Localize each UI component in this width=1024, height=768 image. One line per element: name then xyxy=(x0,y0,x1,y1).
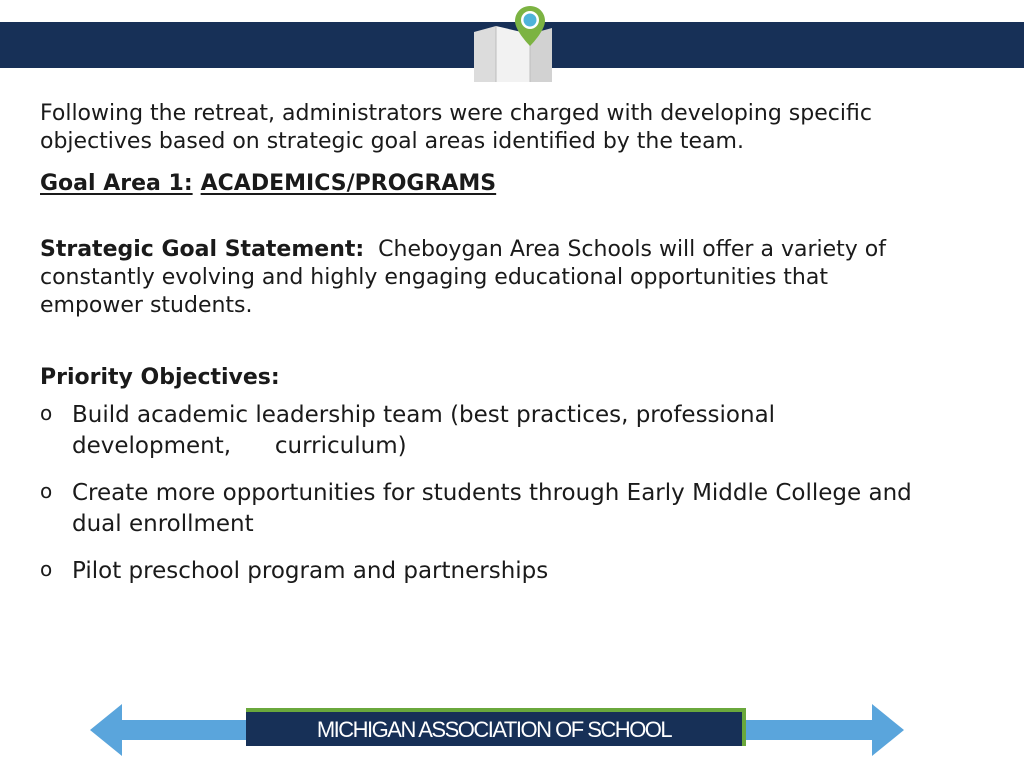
objectives-list xyxy=(40,400,971,587)
priority-objectives-heading: Priority Objectives: xyxy=(40,365,280,390)
bullet-icon: o xyxy=(40,479,53,503)
arrow-left-icon xyxy=(90,704,250,756)
slide-content xyxy=(40,100,971,603)
list-item xyxy=(40,400,920,462)
intro-text: Following the retreat, administrators were charged with developing specific objectives based on strategic goal areas identified by the team. xyxy=(40,101,872,154)
footer-banner: MICHIGAN ASSOCIATION OF SCHOOL xyxy=(246,708,746,746)
list-item xyxy=(40,556,920,587)
bullet-icon: o xyxy=(40,401,53,425)
goal-area-heading xyxy=(40,170,920,198)
arrow-right-icon xyxy=(740,704,904,756)
statement-text: Cheboygan Area Schools will offer a variety of constantly evolving and highly engaging educational opportunities that empower students. xyxy=(40,237,886,318)
bullet-icon: o xyxy=(40,557,53,581)
statement-label: Strategic Goal Statement: xyxy=(40,237,365,262)
goal-area-label: Goal Area 1: xyxy=(40,171,193,196)
list-item xyxy=(40,478,971,540)
objective-text: Pilot preschool program and partnerships xyxy=(72,558,549,584)
objective-text: Build academic leadership team (best practices, professional development, curriculum) xyxy=(72,402,783,459)
strategic-goal-statement xyxy=(40,236,920,320)
goal-area-value: ACADEMICS/PROGRAMS xyxy=(200,171,497,196)
map-pin-icon xyxy=(468,4,558,84)
objective-text: Create more opportunities for students through Early Middle College and dual enrollment xyxy=(72,480,971,537)
